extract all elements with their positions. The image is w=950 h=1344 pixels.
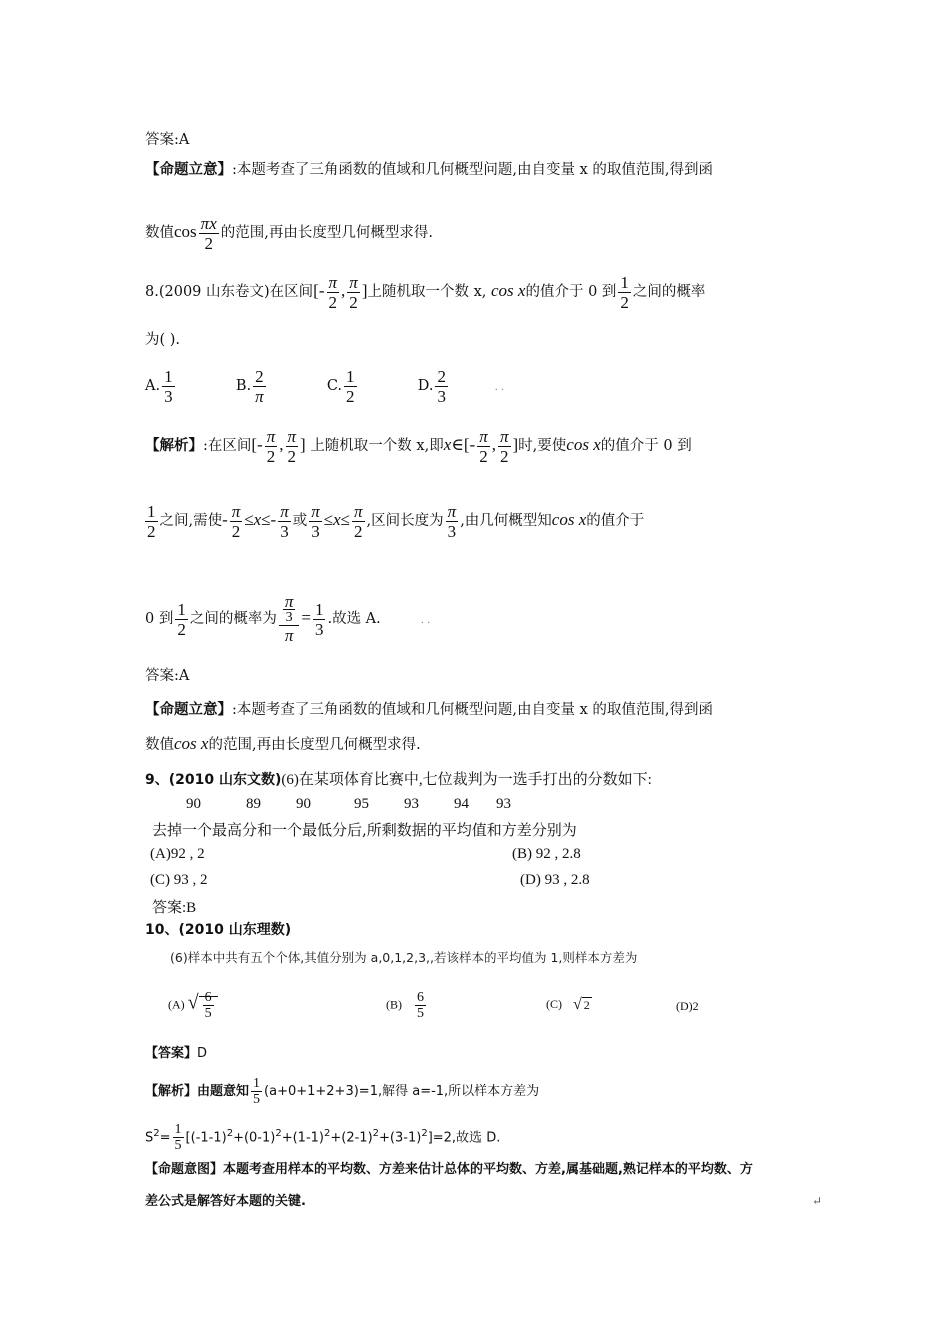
- q9-option-a: (A)92 , 2: [150, 846, 205, 862]
- num: 1: [346, 366, 355, 386]
- sol-l3c: .故选 A.: [327, 611, 381, 627]
- num: 2: [255, 366, 264, 386]
- le: ≤: [323, 510, 334, 529]
- q9-score-6: 94: [454, 796, 469, 812]
- x: x: [333, 510, 341, 529]
- comma: ,: [279, 435, 284, 454]
- le: ≤: [340, 510, 351, 529]
- q8-prefix: 8.(2009 山东卷文)在区间: [145, 284, 314, 300]
- sol-l3b: 之间的概率为: [189, 611, 277, 627]
- q9-score-2: 89: [246, 796, 261, 812]
- frac: [286, 427, 299, 466]
- sup: 2: [153, 1128, 160, 1139]
- num: 1: [164, 366, 173, 386]
- den: 2: [231, 521, 241, 541]
- or: 或: [292, 513, 308, 529]
- frac-half: [145, 502, 158, 541]
- q8-line2: [145, 330, 180, 350]
- den: 2: [620, 292, 629, 312]
- t2: +(0-1): [233, 1130, 276, 1146]
- num: π: [328, 272, 338, 292]
- den: 2: [479, 446, 488, 466]
- inner-frac: [283, 591, 296, 625]
- num: π: [284, 591, 294, 611]
- q8-line2-text: 为( ).: [145, 332, 181, 348]
- q9-score-1: 90: [186, 796, 201, 812]
- num: π: [280, 501, 289, 521]
- den: 2: [266, 446, 276, 466]
- q9-option-b: (B) 92 , 2.8: [512, 846, 581, 862]
- q10-stem-text: (6)样本中共有五个个体,其值分别为 a,0,1,2,3,,若该样本的平均值为 1,则样本方差为: [170, 950, 638, 965]
- q10-title: [145, 920, 291, 940]
- den: 2: [177, 619, 186, 639]
- q8-option-c: [326, 366, 359, 406]
- q8-solution-line3: [145, 588, 430, 651]
- num: 6: [204, 990, 212, 1005]
- q8-solution-line2: [145, 498, 644, 543]
- le: ≤: [244, 510, 254, 529]
- q10-option-d-text: (D)2: [676, 999, 699, 1013]
- frac: [278, 502, 291, 541]
- den: 3: [314, 619, 324, 639]
- intent-1-tag: 【命题立意】: [145, 161, 232, 178]
- q9-text: (6)在某项体育比赛中,七位裁判为一选手打出的分数如下:: [281, 772, 652, 788]
- bracket: [-: [463, 435, 476, 454]
- q8-cosx: cos x: [491, 281, 526, 300]
- frac: [477, 427, 490, 466]
- q8-stem: [145, 270, 705, 313]
- x: x: [443, 435, 452, 454]
- frac-den: 2: [204, 233, 213, 253]
- q10-answer-value: D: [197, 1046, 208, 1061]
- num: 1: [177, 599, 186, 619]
- frac: [498, 427, 511, 466]
- num: 1: [174, 1122, 182, 1138]
- q10-intent-l2: 差公式是解答好本题的关键.: [145, 1194, 306, 1209]
- in: ∈: [451, 435, 464, 454]
- sup: 2: [324, 1128, 331, 1139]
- radical-sign: √: [187, 991, 199, 1014]
- q8-option-a: [145, 366, 177, 406]
- den: 3: [447, 521, 457, 541]
- frac: [435, 367, 448, 406]
- den: 2: [287, 446, 297, 466]
- q9-score-3: 90: [296, 796, 311, 812]
- num: π: [311, 501, 320, 521]
- cosx: cos x: [174, 734, 209, 753]
- q10-sol-a: 由题意知: [197, 1084, 250, 1099]
- q8-frac-pi2-a: [327, 273, 340, 312]
- label: B.: [235, 378, 252, 394]
- label: D.: [417, 378, 434, 394]
- frac: [415, 990, 426, 1021]
- sol-l2d: 的值介于: [586, 513, 645, 529]
- q9-option-c: (C) 93 , 2: [150, 872, 208, 888]
- den: 2: [499, 446, 509, 466]
- bracket: [-: [251, 435, 263, 454]
- q8-mid2: 的值介于 0 到: [525, 284, 617, 300]
- den: 5: [417, 1006, 424, 1021]
- num: 1: [314, 599, 324, 619]
- intent-1-l2b: 的范围,再由长度型几何概型求得.: [220, 225, 433, 241]
- label: C.: [326, 378, 343, 394]
- q8-bracket-close: ]: [361, 281, 368, 300]
- s: S: [145, 1130, 154, 1146]
- q10-intent-tag: 【命题意图】: [145, 1162, 224, 1177]
- frac: [251, 1076, 262, 1107]
- sol-l1a: :在区间: [203, 438, 252, 454]
- q8-tail: 之间的概率: [632, 284, 706, 300]
- q9-answer: 答案:B: [152, 900, 197, 916]
- q10-option-b: [386, 990, 428, 1021]
- den: 2: [147, 521, 156, 541]
- eq: =: [159, 1130, 171, 1146]
- q10-intent-line2: [145, 1192, 306, 1212]
- q9-score-5: 93: [404, 796, 419, 812]
- den: 3: [164, 386, 173, 406]
- bracket: ]: [300, 435, 306, 454]
- num: π: [349, 272, 358, 292]
- t5: +(3-1): [379, 1130, 422, 1146]
- q8-options: [145, 364, 845, 410]
- num: 2: [437, 366, 446, 386]
- q9-option-d: (D) 93 , 2.8: [520, 872, 590, 888]
- sqrt-frac: [188, 990, 218, 1021]
- den: π: [255, 386, 264, 406]
- cosx: cos x: [551, 510, 587, 529]
- num: π: [231, 501, 241, 521]
- q10-option-d: [676, 999, 699, 1014]
- den: 5: [253, 1092, 261, 1107]
- frac-third: [313, 600, 326, 639]
- label: (B): [386, 997, 402, 1012]
- comma: ,: [491, 435, 496, 454]
- sol-l2a: 之间,需使: [159, 513, 223, 529]
- q9-stem: [152, 820, 577, 840]
- q10-sol-b: (a+0+1+2+3)=1,解得 a=-1,所以样本方差为: [264, 1084, 540, 1099]
- eq: =: [301, 608, 311, 627]
- num: π: [479, 426, 488, 446]
- q10-answer: [145, 1044, 207, 1064]
- sol-l1c: 时,要使: [518, 438, 567, 454]
- frac-pix-2: [199, 214, 219, 253]
- q8-option-b: [235, 366, 268, 406]
- q10-title-text: 10、(2010 山东理数): [145, 922, 292, 938]
- intent-2-text: :本题考查了三角函数的值域和几何概型问题,由自变量 x 的取值范围,得到函: [232, 702, 713, 718]
- q10-intent-line1: [145, 1160, 753, 1180]
- num: π: [499, 426, 509, 446]
- num: π: [266, 426, 276, 446]
- intent-2-l2b: 的范围,再由长度型几何概型求得.: [208, 737, 421, 753]
- q10-stem: [170, 948, 637, 968]
- compound-frac: [279, 591, 300, 645]
- q10-option-a: [168, 990, 218, 1021]
- q10-solution: [145, 1072, 539, 1112]
- minus: -: [270, 510, 277, 529]
- answer-1: [145, 130, 189, 150]
- q10-solution-tag: 【解析】: [145, 1084, 198, 1099]
- den: 3: [280, 521, 289, 541]
- frac: [162, 367, 175, 406]
- q9-header: [145, 770, 652, 790]
- den: 5: [204, 1006, 212, 1021]
- den: 2: [328, 292, 338, 312]
- frac: [309, 502, 322, 541]
- q8-mid: 上随机取一个数 x,: [367, 284, 487, 300]
- intent-2-l2a: 数值: [145, 737, 174, 753]
- intent-2-tag: 【命题立意】: [145, 701, 232, 718]
- comma: ,: [341, 281, 346, 300]
- intent-1-l2a: 数值: [145, 225, 174, 241]
- frac: [446, 502, 459, 541]
- sol-l1b: 上随机取一个数 x,即: [310, 438, 444, 454]
- frac: [173, 1122, 184, 1153]
- q8-frac-half: [618, 273, 631, 312]
- intent-2-line1: [145, 700, 713, 720]
- q10-intent-l1: 本题考查用样本的平均数、方差来估计总体的平均数、方差,属基础题,熟记样本的平均数、方: [223, 1162, 753, 1177]
- den: 2: [346, 386, 355, 406]
- t4: +(2-1): [330, 1130, 373, 1146]
- sol-l2c: ,由几何概型知: [460, 513, 552, 529]
- num: π: [287, 426, 297, 446]
- frac: [344, 367, 357, 406]
- intent-1-text: :本题考查了三角函数的值域和几何概型问题,由自变量 x 的取值范围,得到函: [232, 162, 713, 178]
- frac: [230, 502, 243, 541]
- intent-1-line1: [145, 160, 713, 180]
- bracket: ]: [512, 435, 519, 454]
- sol-tag: 【解析】: [145, 437, 203, 454]
- return-mark: ↵: [812, 1194, 823, 1208]
- q8-frac-pi2-b: [347, 273, 360, 312]
- frac: [203, 990, 214, 1021]
- q10-variance-formula: [145, 1114, 500, 1158]
- sol-l2b: ,区间长度为: [366, 513, 444, 529]
- cos-label: cos: [174, 222, 197, 241]
- label: (A): [168, 997, 185, 1012]
- q9-stem-text: 去掉一个最高分和一个最低分后,所剩数据的平均值和方差分别为: [152, 821, 577, 839]
- num: 6: [417, 990, 424, 1005]
- q10-option-c: [546, 996, 592, 1014]
- sup: 2: [372, 1128, 380, 1139]
- den: 3: [437, 386, 446, 406]
- q8-solution-line1: [145, 424, 692, 467]
- q8-dots: . .: [494, 382, 505, 393]
- sqrt: [573, 996, 592, 1014]
- den: π: [284, 625, 294, 645]
- sup: 2: [421, 1128, 428, 1139]
- le: ≤: [261, 510, 271, 529]
- den: 5: [174, 1138, 182, 1154]
- t3: +(1-1): [281, 1130, 324, 1146]
- frac-num: πx: [200, 213, 217, 233]
- frac-half: [175, 600, 188, 639]
- radicand: 2: [583, 998, 590, 1012]
- q9-score-7: 93: [496, 796, 511, 812]
- den: 3: [311, 521, 320, 541]
- num: π: [447, 501, 457, 521]
- label: (C): [546, 996, 562, 1011]
- t1: [(-1-1): [185, 1130, 227, 1146]
- sol-l1d: 的值介于 0 到: [600, 438, 692, 454]
- num: 1: [620, 272, 629, 292]
- sol-dots: . .: [420, 615, 431, 626]
- sup: 2: [275, 1128, 282, 1139]
- num: 1: [253, 1076, 261, 1091]
- sol-l3a: 0 到: [145, 611, 174, 627]
- radical-sign: √: [573, 996, 582, 1013]
- intent-2-line2: [145, 734, 421, 755]
- x: x: [253, 510, 262, 529]
- answer-2: [145, 666, 189, 686]
- num: 1: [147, 501, 156, 521]
- end: ]=2,故选 D.: [427, 1130, 501, 1146]
- sup: 2: [226, 1128, 234, 1139]
- frac: [253, 367, 266, 406]
- radicand: [199, 990, 218, 1021]
- den: 2: [349, 292, 358, 312]
- frac: [265, 427, 278, 466]
- den: 3: [285, 609, 293, 625]
- num: π: [354, 501, 363, 521]
- label: A.: [145, 378, 161, 394]
- cosx: cos x: [566, 435, 601, 454]
- answer-2-text: 答案:A: [145, 668, 190, 684]
- q10-answer-tag: 【答案】: [145, 1046, 198, 1061]
- num: [279, 591, 300, 626]
- q9-score-4: 95: [354, 796, 369, 812]
- q8-bracket-open: [-: [313, 281, 325, 300]
- answer-1-text: 答案:A: [145, 132, 190, 148]
- q8-option-d: [417, 366, 450, 406]
- intent-1-line2: [145, 212, 433, 253]
- minus: -: [222, 510, 228, 529]
- den: 2: [354, 521, 363, 541]
- q9-title: 9、(2010 山东文数): [145, 772, 282, 788]
- frac: [352, 502, 365, 541]
